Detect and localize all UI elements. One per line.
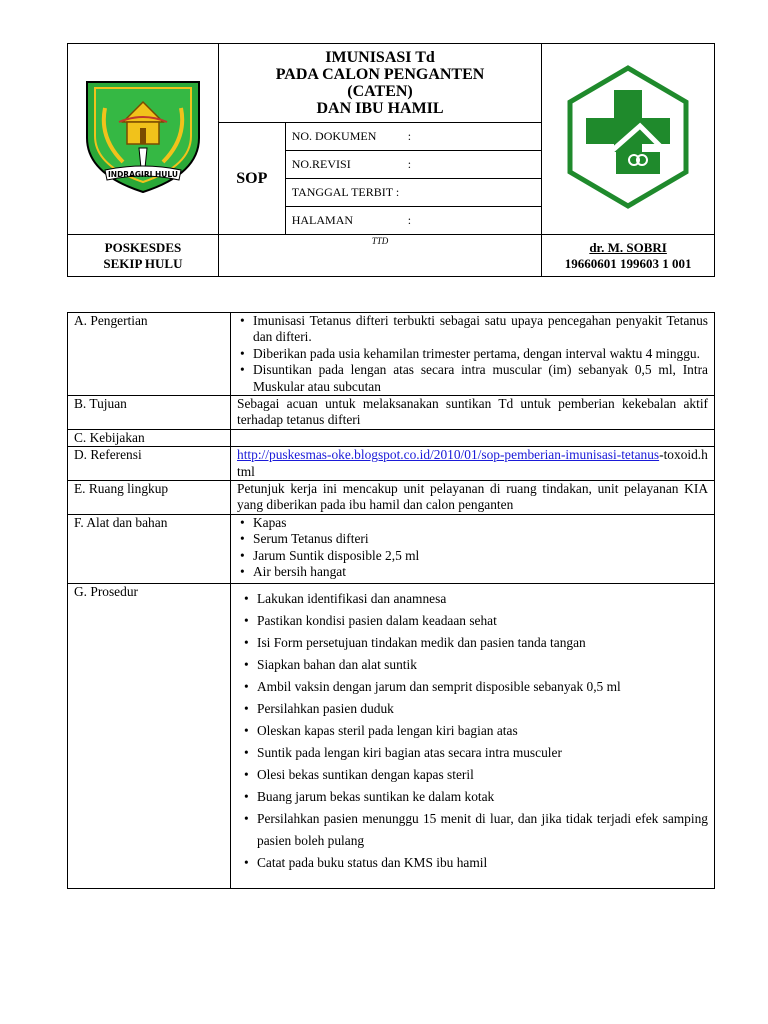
value-alat-bahan	[231, 514, 715, 583]
list-item: • Olesi bekas suntikan dengan kapas steril	[241, 764, 708, 786]
label-alat-bahan: F. Alat dan bahan	[68, 514, 231, 583]
signatory: dr. M. SOBRI 19660601 199603 1 001	[542, 235, 715, 277]
meta-no-revisi: NO.REVISI :	[285, 151, 541, 179]
list-item: • Kapas	[237, 515, 708, 531]
value-tujuan: Sebagai acuan untuk melaksanakan suntikan Td untuk pemberian kekebalan aktif terhadap tetanus difteri	[231, 396, 715, 430]
list-item: • Air bersih hangat	[237, 564, 708, 580]
value-prosedur	[231, 583, 715, 888]
list-item: • Persilahkan pasien duduk	[241, 698, 708, 720]
title-line-4: DAN IBU HAMIL	[316, 100, 444, 117]
meta-halaman: HALAMAN :	[285, 207, 541, 235]
label-kebijakan: C. Kebijakan	[68, 429, 231, 446]
value-kebijakan	[231, 429, 715, 446]
list-item: • Imunisasi Tetanus difteri terbukti sebagai satu upaya pencegahan penyakit Tetanus dan difteri.	[237, 313, 708, 346]
sop-content-table	[67, 312, 715, 889]
row-pengertian	[68, 313, 715, 396]
list-item: • Ambil vaksin dengan jarum dan semprit disposible sebanyak 0,5 ml	[241, 676, 708, 698]
referensi-link[interactable]: http://puskesmas-oke.blogspot.co.id/2010/01/sop-pemberian-imunisasi-tetanus	[237, 447, 660, 463]
list-item: • Jarum Suntik disposible 2,5 ml	[237, 548, 708, 564]
list-item: • Isi Form persetujuan tindakan medik dan pasien tanda tangan	[241, 632, 708, 654]
puskesmas-logo-cell	[542, 44, 715, 235]
row-referensi	[68, 447, 715, 481]
list-item: • Persilahkan pasien menunggu 15 menit di luar, dan jika tidak terjadi efek samping pasien boleh pulang	[241, 808, 708, 852]
value-pengertian	[231, 313, 715, 396]
sop-header-table	[67, 43, 715, 277]
sop-label: SOP	[218, 123, 285, 235]
title-line-3: (CATEN)	[347, 83, 413, 100]
row-tujuan	[68, 396, 715, 430]
row-alat-bahan	[68, 514, 715, 583]
svg-text:INDRAGIRI HULU: INDRAGIRI HULU	[107, 169, 178, 179]
regency-logo-cell	[68, 44, 219, 235]
referensi-suffix: -toxoid.html	[237, 447, 708, 479]
list-item: • Catat pada buku status dan KMS ibu hamil	[241, 852, 708, 874]
document-title	[218, 44, 541, 123]
list-item: • Lakukan identifikasi dan anamnesa	[241, 588, 708, 610]
list-item: • Buang jarum bekas suntikan ke dalam kotak	[241, 786, 708, 808]
list-item: • Serum Tetanus difteri	[237, 531, 708, 547]
label-prosedur: G. Prosedur	[68, 583, 231, 888]
list-item: • Suntik pada lengan kiri bagian atas secara intra musculer	[241, 742, 708, 764]
meta-no-dokumen: NO. DOKUMEN :	[285, 123, 541, 151]
value-referensi	[231, 447, 715, 481]
row-prosedur	[68, 583, 715, 888]
list-item: • Oleskan kapas steril pada lengan kiri bagian atas	[241, 720, 708, 742]
title-line-2: PADA CALON PENGANTEN	[275, 66, 485, 83]
signature-ttd: TTD	[218, 235, 541, 277]
list-item: • Diberikan pada usia kehamilan trimester pertama, dengan interval waktu 4 minggu.	[237, 346, 708, 362]
label-ruang-lingkup: E. Ruang lingkup	[68, 481, 231, 515]
value-ruang-lingkup: Petunjuk kerja ini mencakup unit pelayanan di ruang tindakan, unit pelayanan KIA yang diberikan pada ibu hamil dan calon penganten	[231, 481, 715, 515]
indragiri-hulu-crest-icon	[83, 78, 203, 196]
institution-name: POSKESDES SEKIP HULU	[68, 235, 219, 277]
puskesmas-logo-icon	[566, 64, 690, 210]
meta-tanggal-terbit: TANGGAL TERBIT :	[285, 179, 541, 207]
label-tujuan: B. Tujuan	[68, 396, 231, 430]
title-line-1: IMUNISASI Td	[325, 49, 435, 66]
list-item: • Disuntikan pada lengan atas secara intra muscular (im) sebanyak 0,5 ml, Intra Muskular atau subcutan	[237, 362, 708, 395]
list-item: • Siapkan bahan dan alat suntik	[241, 654, 708, 676]
row-kebijakan	[68, 429, 715, 446]
label-pengertian: A. Pengertian	[68, 313, 231, 396]
label-referensi: D. Referensi	[68, 447, 231, 481]
list-item: • Pastikan kondisi pasien dalam keadaan sehat	[241, 610, 708, 632]
row-ruang-lingkup	[68, 481, 715, 515]
